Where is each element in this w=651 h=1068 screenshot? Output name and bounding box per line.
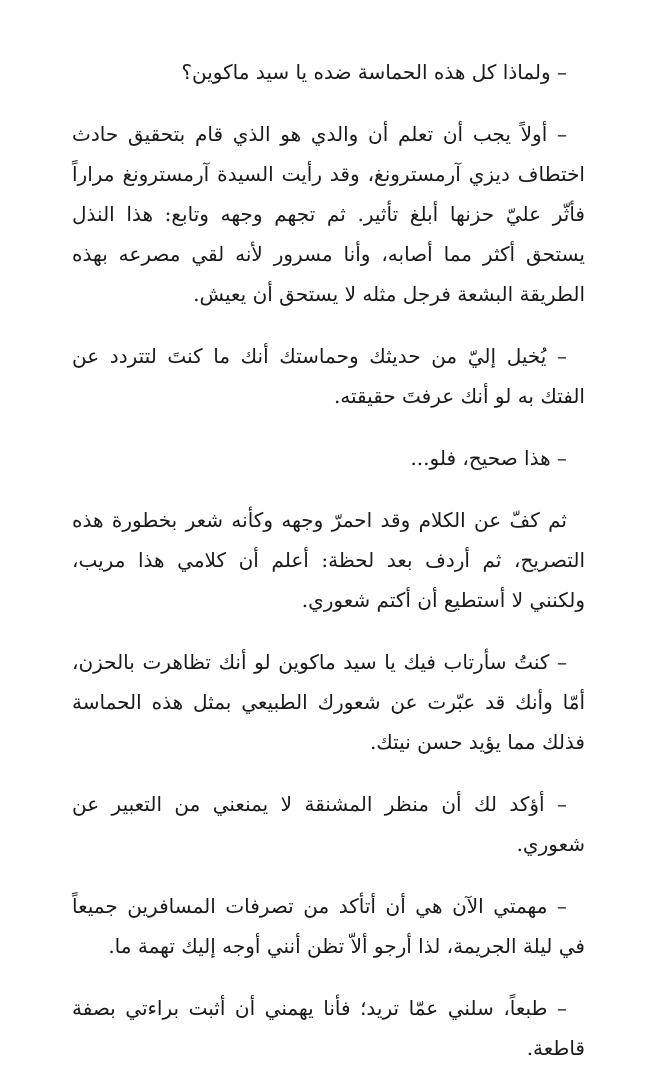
dialogue-paragraph-9: – طبعاً، سلني عمّا تريد؛ فأنا يهمني أن أثبت براءتي بصفة قاطعة. xyxy=(72,996,585,1060)
dialogue-paragraph-3: – يُخيل إليّ من حديثك وحماستك أنك ما كنتَ لتتردد عن الفتك به لو أنك عرفتَ حقيقته. xyxy=(72,344,585,408)
dialogue-paragraph-6: – كنتُ سأرتاب فيك يا سيد ماكوين لو أنك تظاهرت بالحزن، أمّا وأنك قد عبّرت عن شعورك الطبيعي بمثل هذه الحماسة فذلك مما يؤيد حسن نيتك. xyxy=(72,650,585,754)
dialogue-paragraph-4: – هذا صحيح، فلو... xyxy=(410,446,567,470)
dialogue-paragraph-2: – أولاً يجب أن تعلم أن والدي هو الذي قام بتحقيق حادث اختطاف ديزي آرمسترونغ، وقد رأيت السيدة آرمسترونغ مراراً فأثّر عليّ حزنها أبلغ تأثير. ثم تجهم وجهه وتابع: هذا النذل يستحق أكثر مما أصابه، وأنا مسرور لأنه لقي مصرعه بهذه الطريقة البشعة فرجل مثله لا يستحق أن يعيش. xyxy=(72,122,585,306)
dialogue-paragraph-1: – ولماذا كل هذه الحماسة ضده يا سيد ماكوين؟ xyxy=(181,60,567,84)
narration-paragraph-5: ثم كفّ عن الكلام وقد احمرّ وجهه وكأنه شعر بخطورة هذه التصريح، ثم أردف بعد لحظة: أعلم أن كلامي هذا مريب، ولكنني لا أستطيع أن أكتم شعوري. xyxy=(72,508,585,612)
dialogue-paragraph-8: – مهمتي الآن هي أن أتأكد من تصرفات المسافرين جميعاً في ليلة الجريمة، لذا أرجو ألاّ تظن أنني أوجه إليك تهمة ما. xyxy=(72,894,585,958)
dialogue-paragraph-7: – أؤكد لك أن منظر المشنقة لا يمنعني من التعبير عن شعوري. xyxy=(72,792,585,856)
